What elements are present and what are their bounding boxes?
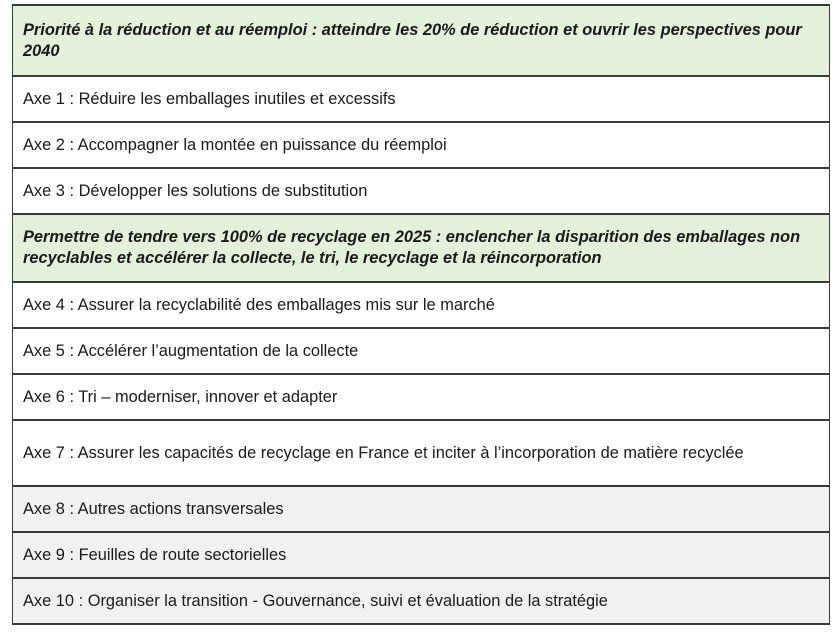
axis-label: Axe 1 : Réduire les emballages inutiles et excessifs [23, 89, 396, 108]
axis-row-1 [12, 77, 830, 123]
axis-label: Axe 2 : Accompagner la montée en puissance du réemploi [23, 135, 447, 154]
axis-label: Axe 5 : Accélérer l’augmentation de la collecte [23, 341, 359, 360]
axis-label: Axe 7 : Assurer les capacités de recyclage en France et inciter à l’incorporation de matière recyclée [23, 443, 744, 462]
section-heading-reduction [12, 6, 830, 77]
axis-row-4 [12, 283, 830, 329]
axis-row-3 [12, 169, 830, 215]
axis-row-6 [12, 375, 830, 421]
axis-row-8 [12, 487, 830, 533]
axis-row-7 [12, 421, 830, 487]
axis-label: Axe 8 : Autres actions transversales [23, 499, 284, 518]
axis-label: Axe 6 : Tri – moderniser, innover et adapter [23, 387, 338, 406]
axis-label: Axe 9 : Feuilles de route sectorielles [23, 545, 287, 564]
section-heading-text: Priorité à la réduction et au réemploi : atteindre les 20% de réduction et ouvrir les perspectives pour 2040 [23, 20, 802, 60]
axis-label: Axe 4 : Assurer la recyclabilité des emballages mis sur le marché [23, 295, 495, 314]
section-heading-text: Permettre de tendre vers 100% de recyclage en 2025 : enclencher la disparition des emballages non recyclables et accélérer la collecte, le tri, le recyclage et la réincorporation [23, 228, 801, 267]
axis-row-2 [12, 123, 830, 169]
axis-row-5 [12, 329, 830, 375]
axis-row-9 [12, 533, 830, 579]
axis-label: Axe 3 : Développer les solutions de substitution [23, 181, 368, 200]
strategy-axes-table [12, 4, 830, 625]
axis-label: Axe 10 : Organiser la transition - Gouvernance, suivi et évaluation de la stratégie [23, 591, 608, 610]
section-heading-recycling [12, 215, 830, 283]
axis-row-10 [12, 579, 830, 625]
